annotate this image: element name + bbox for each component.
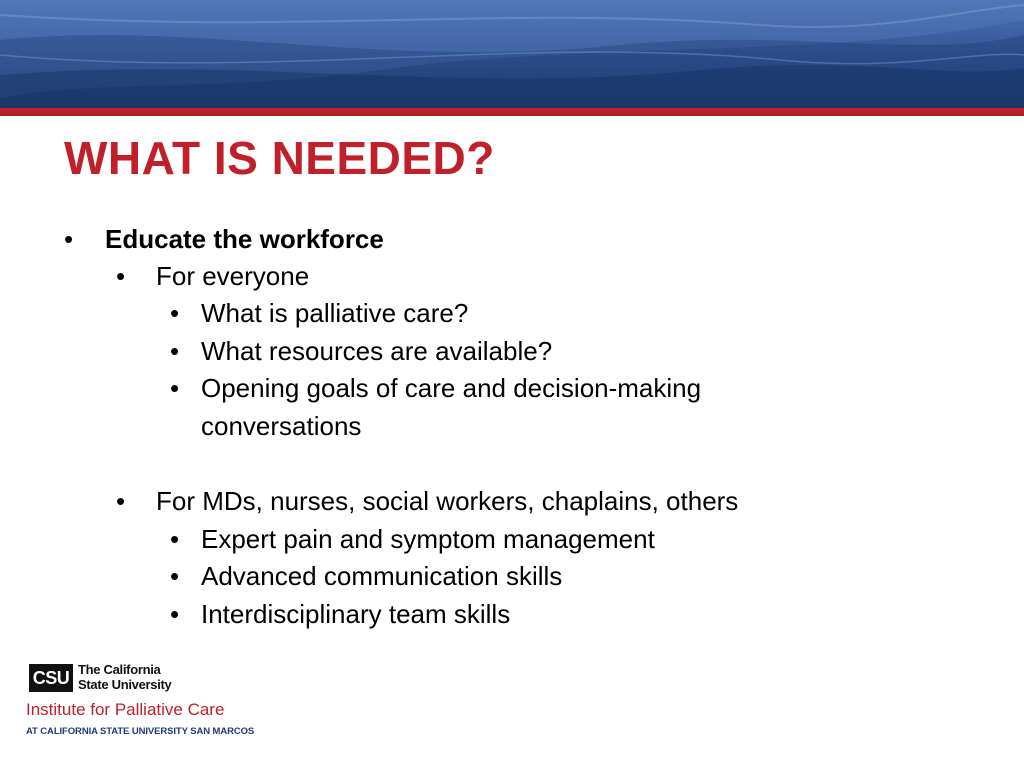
header-red-stripe [0, 108, 1024, 116]
csu-name-line1: The California [78, 662, 161, 677]
bullet-marker: • [170, 373, 180, 403]
bullet-item-level3: What resources are available? [201, 336, 553, 366]
bullet-item-level3: Opening goals of care and decision-making [201, 373, 702, 403]
csu-name-line2: State University [78, 677, 172, 692]
bullet-item-level2: For MDs, nurses, social workers, chaplains, others [156, 486, 739, 516]
bullet-marker: • [116, 261, 126, 291]
bullet-item-level1: Educate the workforce [105, 224, 384, 254]
csu-name [78, 662, 171, 692]
header-banner [0, 0, 1024, 110]
bullet-marker: • [170, 561, 180, 591]
csu-institute-logo [26, 660, 326, 750]
bullet-marker: • [170, 524, 180, 554]
bullet-item-level3: Advanced communication skills [201, 561, 563, 591]
bullet-marker: • [116, 486, 126, 516]
bullet-marker: • [170, 336, 180, 366]
slide-title: WHAT IS NEEDED? [64, 132, 495, 184]
bullet-marker: • [170, 298, 180, 328]
bullet-item-continuation: conversations [201, 411, 362, 441]
banner-wave-decoration [0, 0, 1024, 110]
csu-logo-mark: CSU [29, 664, 73, 692]
institute-name: Institute for Palliative Care [26, 700, 225, 719]
bullet-marker: • [170, 599, 180, 629]
bullet-item-level3: What is palliative care? [201, 298, 469, 328]
bullet-item-level2: For everyone [156, 261, 310, 291]
bullet-marker: • [64, 224, 74, 254]
institute-subline: AT CALIFORNIA STATE UNIVERSITY SAN MARCOS [26, 726, 255, 737]
bullet-item-level3: Interdisciplinary team skills [201, 599, 511, 629]
bullet-item-level3: Expert pain and symptom management [201, 524, 655, 554]
